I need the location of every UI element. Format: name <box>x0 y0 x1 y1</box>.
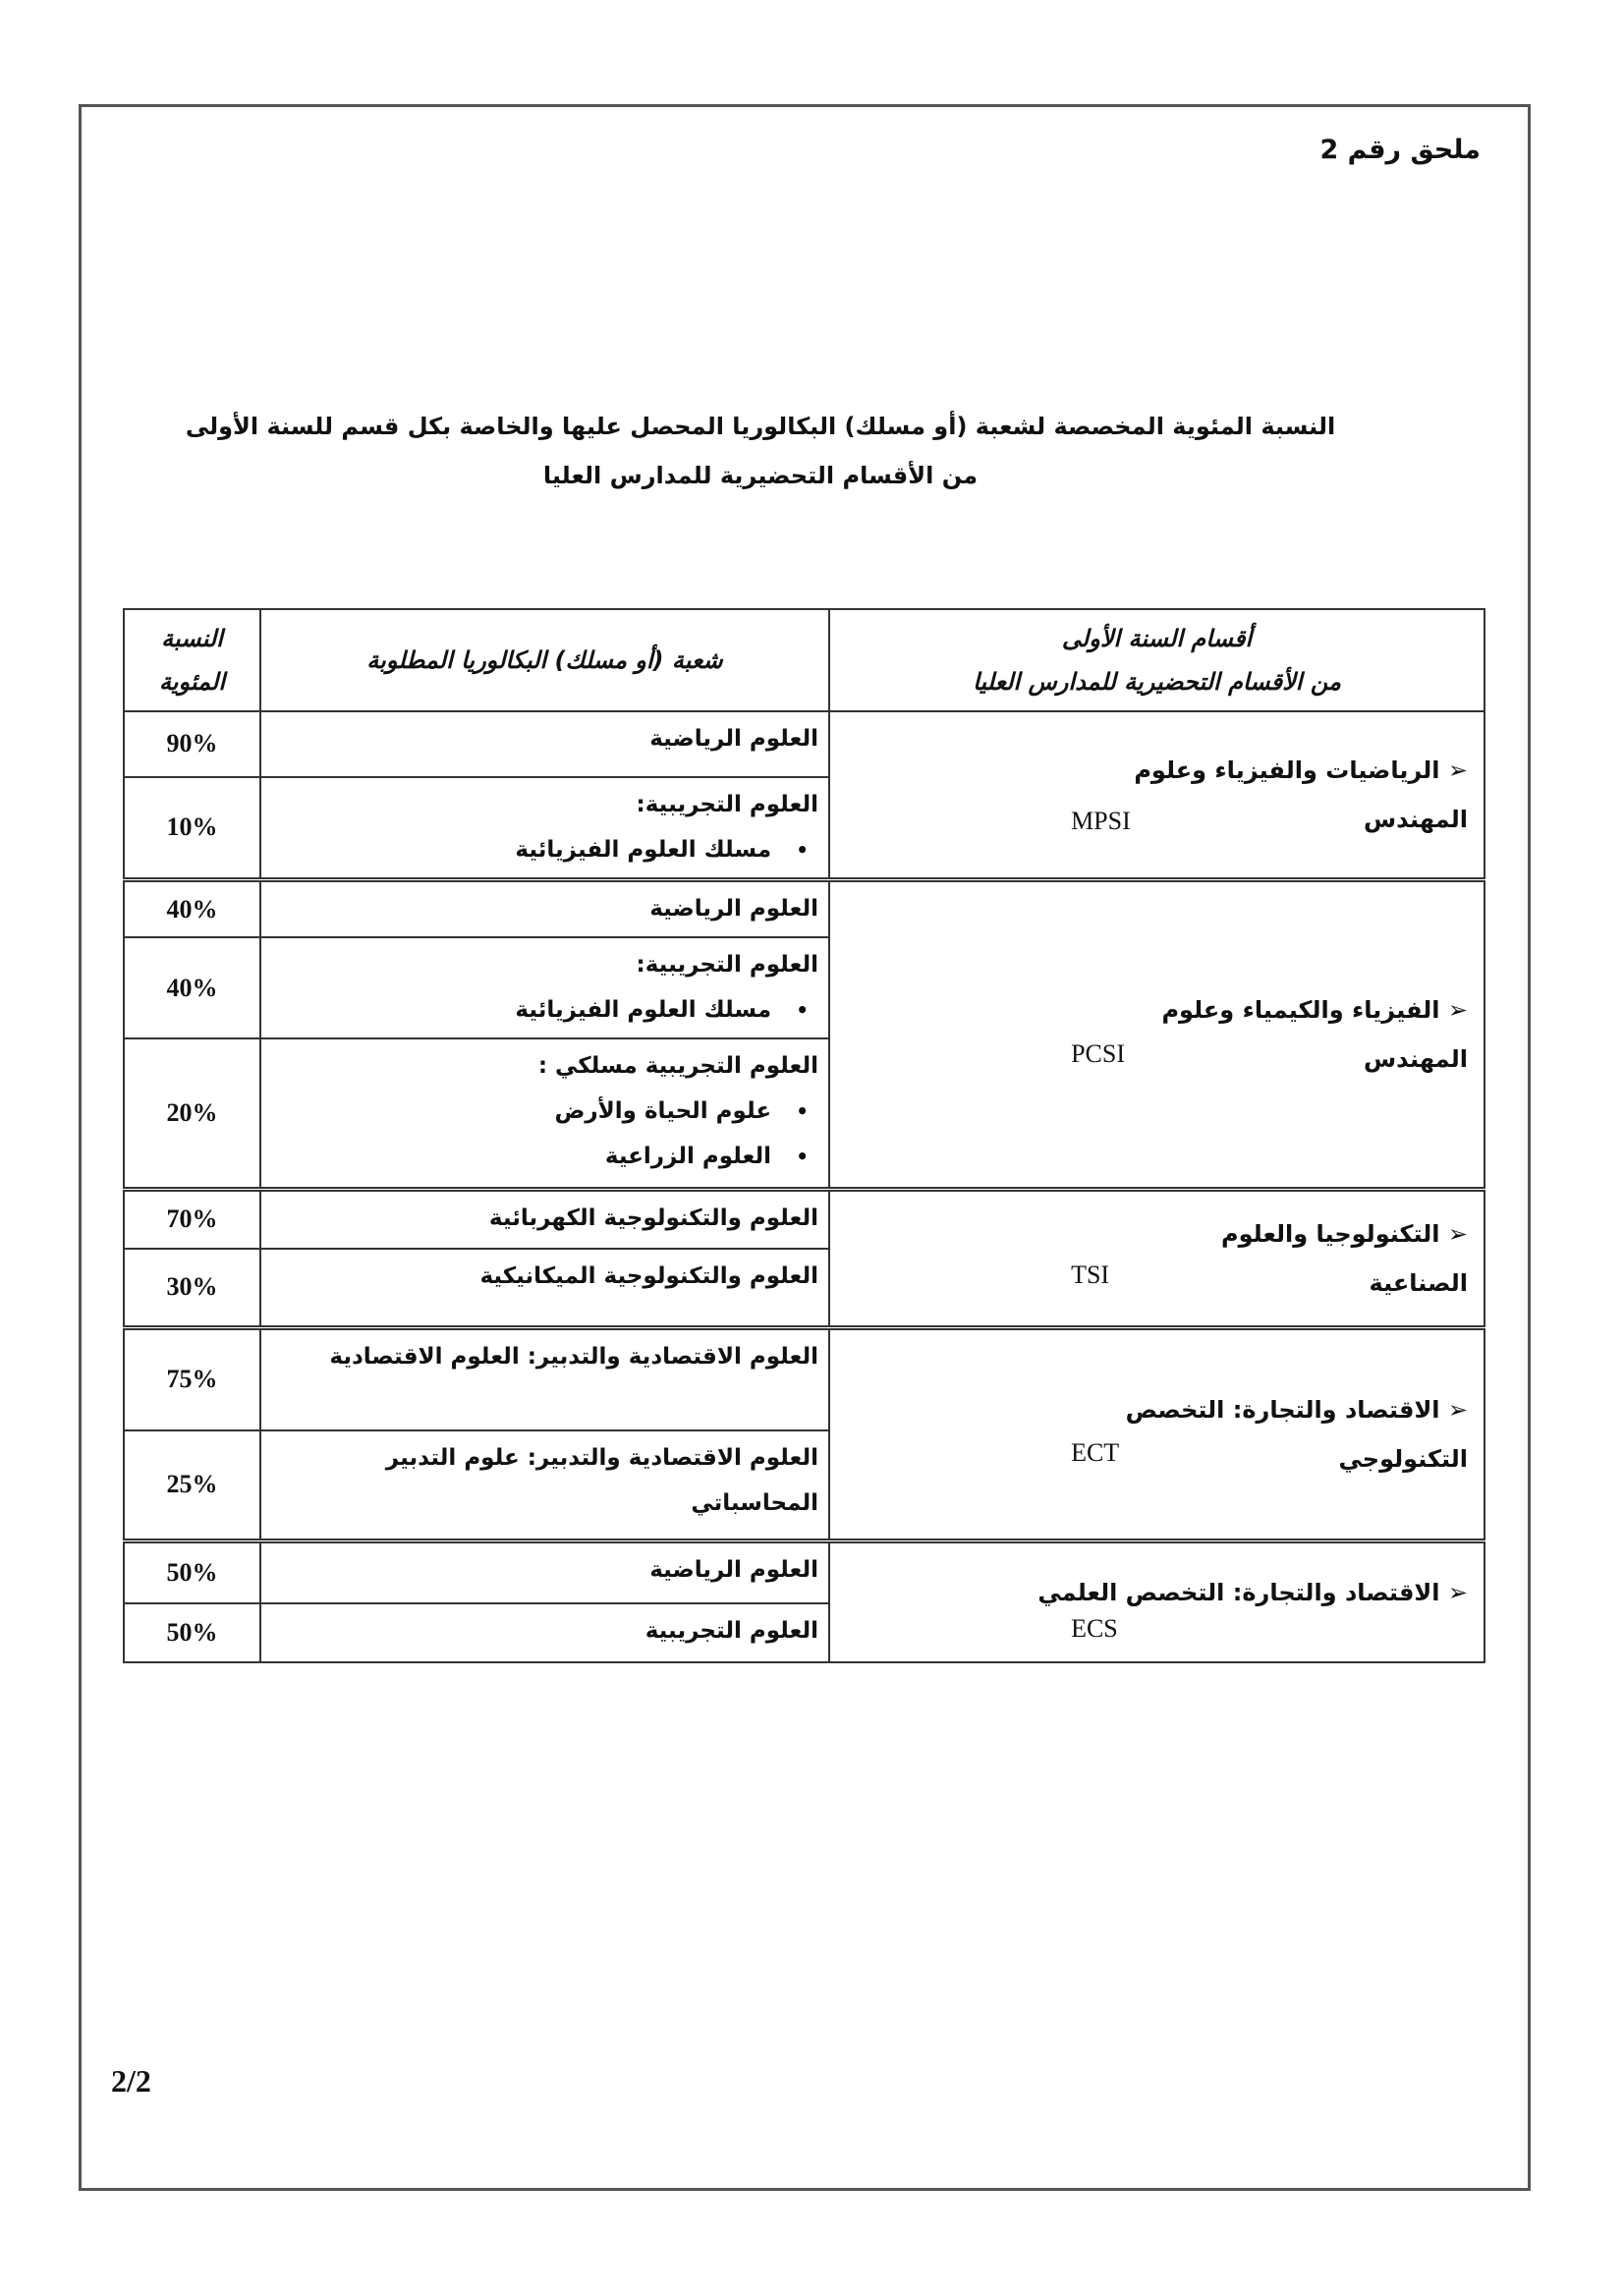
section-code: ECS <box>1071 1614 1118 1643</box>
table-header-row <box>124 609 1484 711</box>
percent-cell: 70% <box>124 1190 260 1249</box>
table-row <box>124 711 1484 777</box>
track-bullet-item: • مسلك العلوم الفيزيائية <box>269 827 771 872</box>
track-label: العلوم التجريبية: <box>636 791 819 817</box>
track-cell <box>260 1541 829 1604</box>
section-name <box>844 882 1474 1084</box>
track-label: العلوم التجريبية <box>644 1618 819 1645</box>
section-cell <box>829 1190 1484 1328</box>
track-cell <box>260 1430 829 1541</box>
document-heading <box>121 402 1400 500</box>
section-code: PCSI <box>1071 1039 1125 1068</box>
track-cell <box>260 1328 829 1430</box>
section-name <box>844 1192 1474 1308</box>
track-label: العلوم والتكنولوجية الميكانيكية <box>479 1262 819 1289</box>
section-code: ECT <box>1071 1438 1120 1467</box>
track-cell <box>260 1603 829 1662</box>
section-name-line-2: الصناعية <box>1369 1269 1468 1297</box>
track-label: العلوم والتكنولوجية الكهربائية <box>488 1205 819 1231</box>
section-name <box>844 1330 1474 1484</box>
header-section <box>829 609 1484 711</box>
track-cell <box>260 711 829 777</box>
section-name <box>844 1543 1474 1617</box>
header-percent-line-2: المئوية <box>158 668 225 696</box>
track-cell <box>260 1190 829 1249</box>
track-cell <box>260 777 829 880</box>
track-bullets <box>269 1089 818 1179</box>
track-cell <box>260 937 829 1038</box>
section-name-line-2: التكنولوجي <box>1338 1445 1468 1473</box>
requirements-table <box>123 608 1485 1663</box>
percent-cell: 90% <box>124 711 260 777</box>
percent-cell: 40% <box>124 880 260 938</box>
track-cell <box>260 1249 829 1328</box>
table-row <box>124 1190 1484 1249</box>
track-bullet-item: • العلوم الزراعية <box>269 1134 771 1179</box>
page-number: 2/2 <box>111 2063 151 2099</box>
section-cell <box>829 880 1484 1190</box>
section-code: MPSI <box>1071 807 1131 835</box>
section-code: TSI <box>1071 1260 1110 1289</box>
percent-cell: 10% <box>124 777 260 880</box>
track-label: العلوم الرياضية <box>649 896 819 922</box>
table-body <box>124 711 1484 1662</box>
section-name-line-1: ➢ الاقتصاد والتجارة: التخصص العلمي <box>1037 1579 1468 1606</box>
header-percent <box>124 609 260 711</box>
track-bullet-item: • علوم الحياة والأرض <box>269 1089 771 1134</box>
track-label: العلوم الاقتصادية والتدبير: العلوم الاقتصادية <box>329 1344 819 1370</box>
percent-cell: 25% <box>124 1430 260 1541</box>
header-track: شعبة (أو مسلك) البكالوريا المطلوبة <box>260 609 829 711</box>
page-frame <box>79 104 1531 2191</box>
track-label: العلوم التجريبية مسلكي : <box>537 1053 819 1080</box>
track-bullet-item: • مسلك العلوم الفيزيائية <box>269 987 771 1033</box>
track-cell <box>260 880 829 938</box>
track-cell <box>260 1038 829 1189</box>
track-label: العلوم الرياضية <box>649 1557 819 1583</box>
percent-cell: 50% <box>124 1603 260 1662</box>
section-name-line-2: المهندس <box>1364 806 1468 833</box>
table-row <box>124 880 1484 938</box>
section-name-line-1: ➢ التكنولوجيا والعلوم <box>1221 1220 1468 1248</box>
section-name-line-2: المهندس <box>1364 1045 1468 1073</box>
track-label: العلوم الرياضية <box>649 726 819 752</box>
percent-cell: 50% <box>124 1541 260 1604</box>
section-cell <box>829 1541 1484 1663</box>
header-percent-line-1: النسبة <box>161 625 223 652</box>
table-row <box>124 1541 1484 1604</box>
section-name-line-1: ➢ الفيزياء والكيمياء وعلوم <box>1161 996 1468 1024</box>
track-label: العلوم التجريبية: <box>636 952 819 979</box>
track-bullets <box>269 827 818 872</box>
track-bullets <box>269 987 818 1033</box>
section-cell <box>829 1328 1484 1541</box>
heading-line-2: من الأقسام التحضيرية للمدارس العليا <box>542 462 979 489</box>
percent-cell: 40% <box>124 937 260 1038</box>
heading-line-1: النسبة المئوية المخصصة لشعبة (أو مسلك) البكالوريا المحصل عليها والخاصة بكل قسم للسنة الأولى <box>185 413 1336 440</box>
header-section-line-2: من الأقسام التحضيرية للمدارس العليا <box>973 668 1341 696</box>
annex-label: ملحق رقم 2 <box>1319 135 1481 165</box>
track-label: العلوم الاقتصادية والتدبير: علوم التدبير المحاسباتي <box>385 1444 819 1516</box>
percent-cell: 20% <box>124 1038 260 1189</box>
percent-cell: 75% <box>124 1328 260 1430</box>
section-name-line-1: ➢ الرياضيات والفيزياء وعلوم <box>1134 756 1468 784</box>
table-row <box>124 1328 1484 1430</box>
section-name <box>844 712 1474 844</box>
section-cell <box>829 711 1484 880</box>
percent-cell: 30% <box>124 1249 260 1328</box>
header-section-line-1: أقسام السنة الأولى <box>1061 625 1253 652</box>
section-name-line-1: ➢ الاقتصاد والتجارة: التخصص <box>1125 1396 1468 1424</box>
